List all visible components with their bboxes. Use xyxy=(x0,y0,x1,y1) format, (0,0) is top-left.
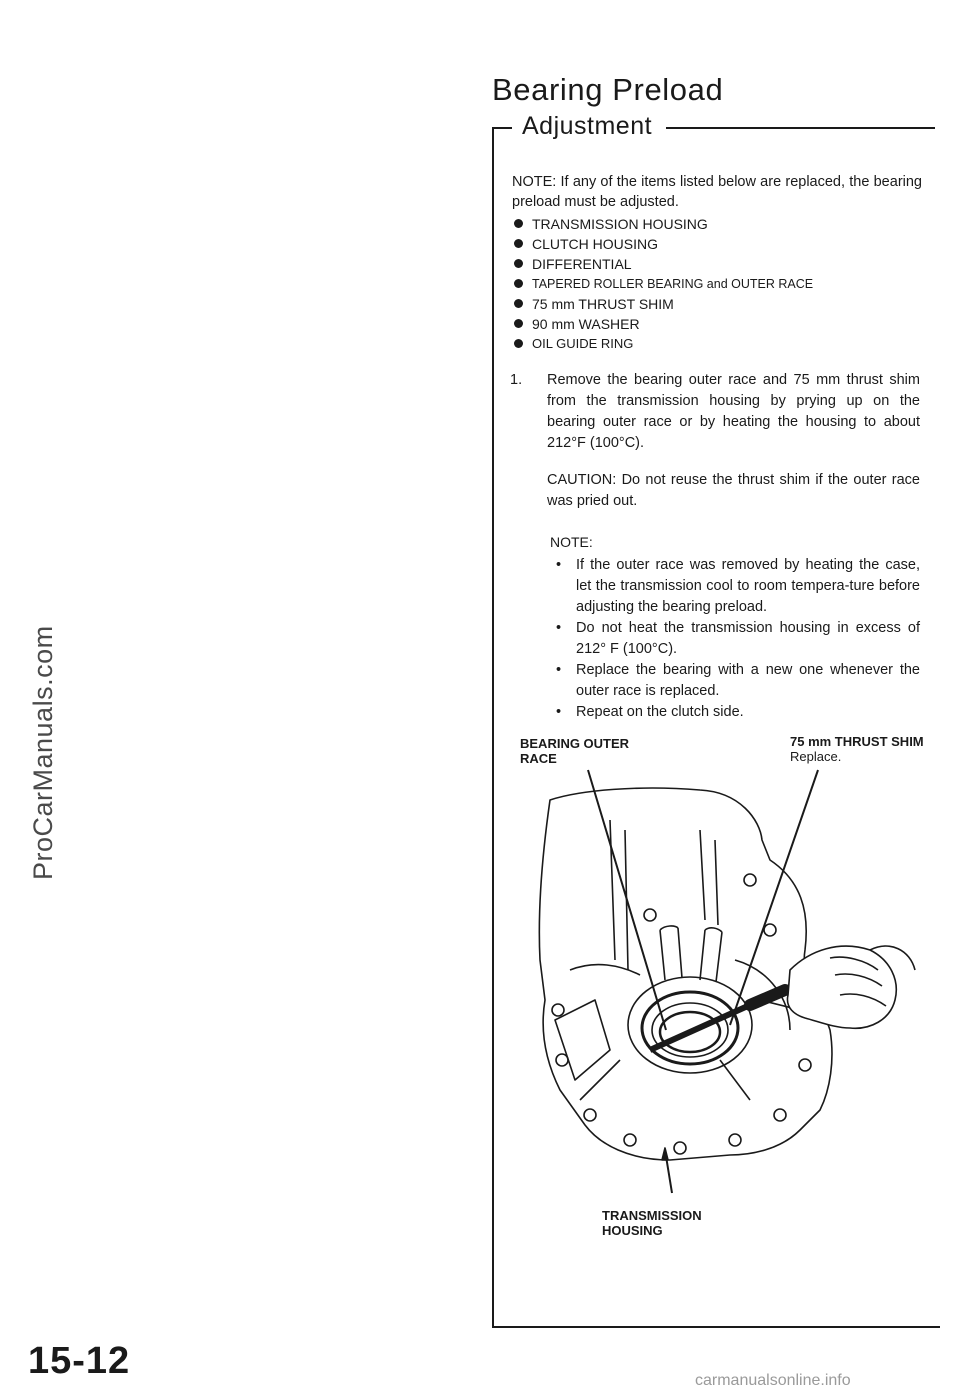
list-item: • Replace the bearing with a new one whenever the outer race is replaced. xyxy=(556,662,920,699)
frame-line xyxy=(665,127,935,129)
bullet-icon: • xyxy=(556,662,562,678)
bullet-icon xyxy=(514,339,523,348)
footer-url: carmanualsonline.info xyxy=(695,1372,851,1389)
page-title: Bearing Preload xyxy=(492,72,724,107)
frame-line xyxy=(492,127,512,129)
label-bearing-outer-race: BEARING OUTER RACE xyxy=(520,736,630,766)
bullet-icon xyxy=(514,219,523,228)
list-item: DIFFERENTIAL xyxy=(512,254,922,274)
list-item: • Repeat on the clutch side. xyxy=(550,702,920,723)
label-thrust-shim: 75 mm THRUST SHIM Replace. xyxy=(790,734,924,764)
note-label: NOTE: xyxy=(550,534,593,550)
list-item: 75 mm THRUST SHIM xyxy=(512,294,922,314)
bullet-icon xyxy=(514,239,523,248)
list-item: CLUTCH HOUSING xyxy=(512,234,922,254)
note-section xyxy=(512,172,922,354)
frame-line xyxy=(492,1326,940,1328)
section-subtitle: Adjustment xyxy=(522,112,666,141)
step-text: Remove the bearing outer race and 75 mm thrust shim from the transmission housing by prying up on the bearing outer race or by heating the housing to about 212°F (100°C). xyxy=(547,372,920,451)
bullet-icon xyxy=(514,259,523,268)
bullet-icon: • xyxy=(556,620,562,636)
bullet-icon xyxy=(514,299,523,308)
list-item: • If the outer race was removed by heating the case, let the transmission cool to room tempera-ture before adjusting the bearing preload. xyxy=(556,557,920,615)
caution-text: CAUTION: Do not reuse the thrust shim if the outer race was pried out. xyxy=(547,472,920,509)
notes-list xyxy=(550,555,920,723)
step-1 xyxy=(510,370,920,723)
parts-list xyxy=(512,214,922,354)
list-item: OIL GUIDE RING xyxy=(512,334,922,354)
bullet-icon xyxy=(514,319,523,328)
list-item: 90 mm WASHER xyxy=(512,314,922,334)
watermark: ProCarManuals.com xyxy=(28,625,58,880)
list-item: • Do not heat the transmission housing in excess of 212° F (100°C). xyxy=(556,620,920,657)
page-number: 15-12 xyxy=(28,1340,131,1382)
frame-line xyxy=(492,127,494,1327)
bullet-icon: • xyxy=(556,557,562,573)
note-top: NOTE: If any of the items listed below are replaced, the bearing preload must be adjusted. xyxy=(512,174,922,210)
bullet-icon xyxy=(514,279,523,288)
bullet-icon: • xyxy=(556,704,562,720)
label-transmission-housing: TRANSMISSION HOUSING xyxy=(602,1208,702,1238)
list-item: TRANSMISSION HOUSING xyxy=(512,214,922,234)
step-number: 1. xyxy=(510,372,523,388)
transmission-illustration xyxy=(500,760,940,1210)
list-item: TAPERED ROLLER BEARING and OUTER RACE xyxy=(512,274,922,294)
